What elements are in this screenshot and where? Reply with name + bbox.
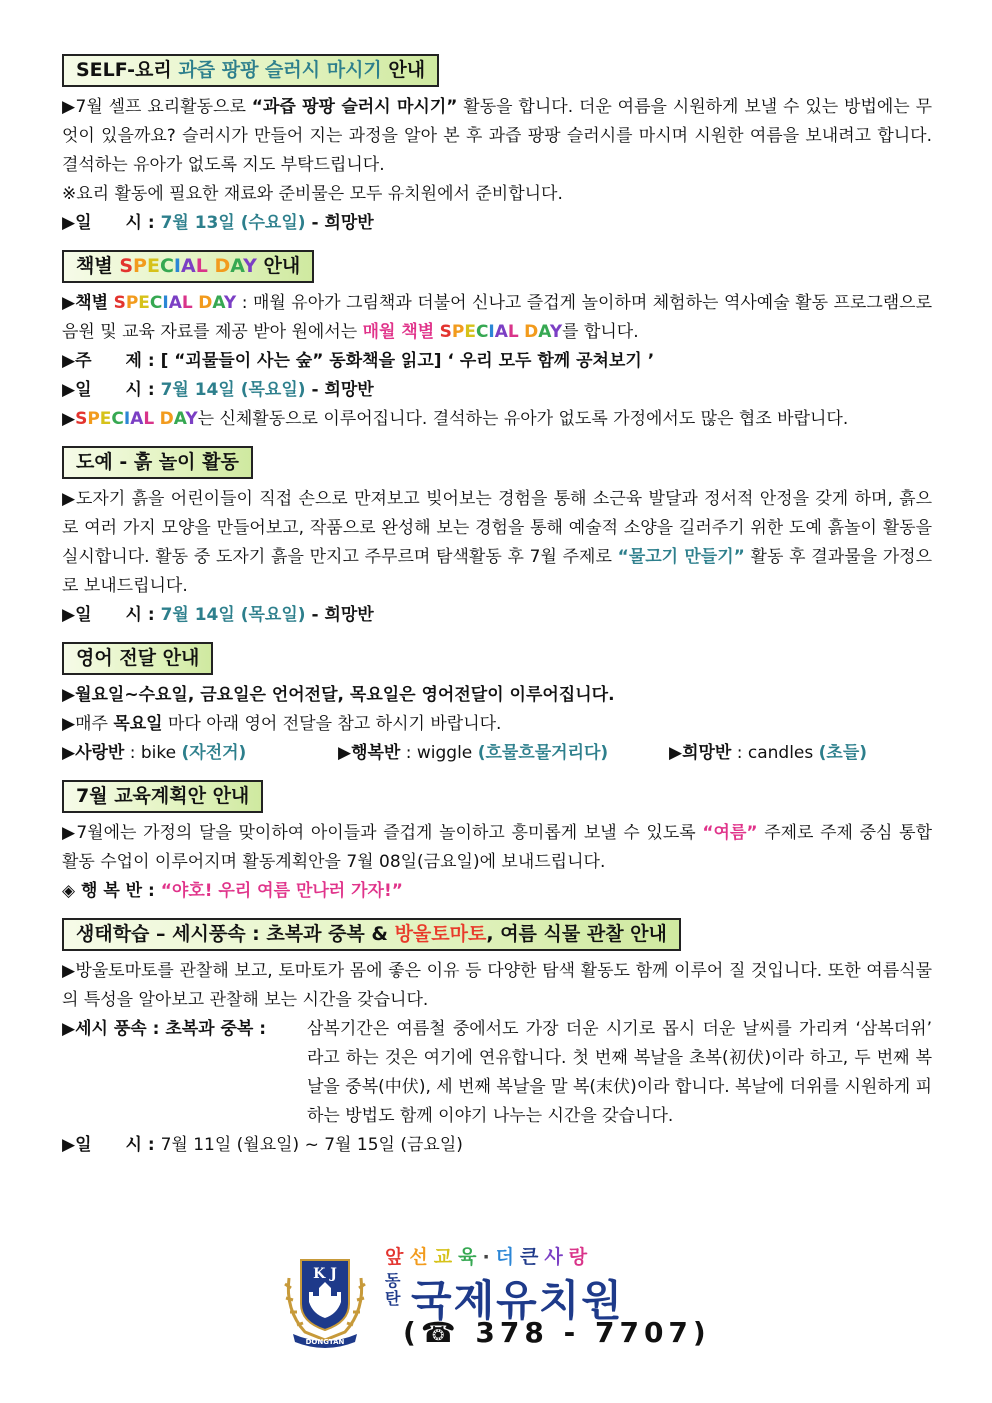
- letter: Y: [223, 293, 237, 313]
- section-title-education-plan: 7월 교육계획안 안내: [62, 780, 263, 813]
- date-value: 7월 14일 (목요일): [160, 380, 306, 400]
- class-word-haengbok: [338, 739, 669, 768]
- rainbow-special-day: [440, 322, 563, 342]
- date-value: 7월 11일 (월요일) ~ 7월 15일 (금요일): [160, 1135, 463, 1155]
- section-title-self-cooking: [62, 54, 439, 87]
- letter: I: [173, 255, 181, 277]
- title-part: , 여름 식물 관찰 안내: [486, 923, 667, 945]
- letter: C: [111, 409, 124, 429]
- class-name: - 희망반: [305, 380, 374, 400]
- letter: A: [168, 293, 182, 313]
- class-theme: “야호! 우리 여름 만나러 가자!”: [160, 881, 403, 901]
- self-cooking-note: ※요리 활동에 필요한 재료와 준비물은 모두 유치원에서 준비합니다.: [62, 184, 563, 204]
- text: 활동을 합니다. 더운 여름을 시원하게 보낼 수 있는 방법에는 무엇이 있을까요? 슬러시가 만들어 지는 과정을 알아 본 후 과즙 팡팡 슬러시를 마시며 시원한 여름을 보내려고 합니다. 결석하는 유아가 없도록 지도 부탁드립니다.: [62, 97, 932, 175]
- letter: A: [538, 322, 550, 342]
- english-word: : bike: [124, 743, 182, 763]
- self-cooking-description: [62, 93, 932, 180]
- pottery-description: [62, 485, 932, 601]
- motto-char: 큰: [520, 1246, 545, 1268]
- class-word-huimang: [669, 743, 867, 763]
- theme-highlight: “여름”: [702, 823, 758, 843]
- letter: A: [173, 409, 186, 429]
- text: ▶도자기 흙을 어린이들이 직접 손으로 만져보고 빚어보는 경험을 통해 소근육 발달과 정서적 안정을 갖게 하며, 흙으로 여러 가지 모양을 만들어보고, 작품으로 완성해 보는 경험을 통해 예술적 소양을 길러주기 위한 도예 흙놀이 활동을 실시합니다. 활동 중 도자기 흙을 만지고 주무르며 탐색활동 후 7월 주제로: [62, 489, 932, 567]
- book-special-day-description: ▶책별 SPECIAL DAY : 매월 유아가 그림책과 더불어 신나고 즐겁게 놀이하며 체험하는 역사예술 활동 프로그램으로 음원 및 교육 자료를 제공 받아 원에서는 매월 책별 SPECIAL DAY를 합니다.: [62, 293, 933, 342]
- title-part: 책별: [76, 255, 113, 277]
- korean-meaning: (초들): [818, 743, 868, 763]
- highlight: 매월 책별: [362, 322, 435, 342]
- text: ▶7월 셀프 요리활동으로: [62, 97, 252, 117]
- letter: E: [138, 293, 150, 313]
- letter: D: [198, 293, 213, 313]
- rainbow-special-day: [119, 255, 257, 277]
- motto-char: 선: [409, 1246, 434, 1268]
- title-highlight: 방울토마토: [394, 923, 487, 945]
- ecology-date: [62, 1131, 932, 1160]
- letter: C: [475, 322, 489, 342]
- title-highlight: 과즙 팡팡 슬러시 마시기: [178, 59, 382, 81]
- letter: I: [123, 409, 131, 429]
- english-word: : wiggle: [400, 743, 478, 763]
- motto-char: 육: [458, 1246, 483, 1268]
- activity-name: “과즙 팡팡 슬러시 마시기”: [251, 97, 458, 117]
- text: 책별: [75, 293, 109, 313]
- text: : 매월 유아가 그림책과 더불어 신나고 즐겁게 놀이하며 체험하는 역사예술 활동 프로그램으로 음원 및 교육 자료를 제공 받아 원에서는: [62, 293, 933, 342]
- class-name: - 희망반: [305, 213, 374, 233]
- class-label: ▶사랑반: [62, 743, 125, 763]
- letter: S: [439, 322, 452, 342]
- weekday: 목요일: [113, 714, 163, 734]
- title-part: 안내: [263, 255, 301, 277]
- letter: P: [451, 322, 465, 342]
- document-page: [62, 52, 932, 1160]
- letter: P: [133, 255, 147, 277]
- letter: Y: [243, 255, 257, 277]
- education-plan-description: [62, 819, 932, 877]
- theme-label: ▶주 제 :: [62, 351, 161, 371]
- motto-char: 사: [544, 1246, 569, 1268]
- kindergarten-logo-icon: [275, 1248, 375, 1348]
- letter: L: [143, 409, 155, 429]
- letter: C: [159, 255, 174, 277]
- class-label: ▶행복반: [338, 743, 401, 763]
- class-label: ◈ 행 복 반 :: [62, 881, 161, 901]
- logo-letters: K J: [313, 1266, 337, 1282]
- letter: E: [146, 255, 160, 277]
- letter: A: [130, 409, 144, 429]
- date-value: 7월 14일 (목요일): [160, 605, 306, 625]
- text: 를 합니다.: [562, 322, 639, 342]
- letter: L: [181, 293, 193, 313]
- english-words: [62, 739, 932, 768]
- letter: E: [99, 409, 112, 429]
- custom-text: 삼복기간은 여름철 중에서도 가장 더운 시기로 몹시 더운 날씨를 가리켜 ‘삼복더위’ 라고 하는 것은 여기에 연유합니다. 첫 번째 복날을 초복(初伏)이라 하고, 두 번째 복날을 중복(中伏), 세 번째 복날을 말 복(末伏)이라 합니다. 복날에 더위를 시원하게 피하는 방법도 함께 이야기 나누는 시간을 갖습니다.: [307, 1019, 932, 1126]
- section-title-ecology: [62, 918, 681, 951]
- section-title-english: 영어 전달 안내: [62, 642, 213, 675]
- date-value: 7월 13일 (수요일): [160, 213, 306, 233]
- date-label: ▶일 시 :: [62, 605, 161, 625]
- english-schedule: ▶월요일~수요일, 금요일은 언어전달, 목요일은 영어전달이 이루어집니다.: [62, 685, 615, 705]
- letter: S: [75, 409, 88, 429]
- letter: I: [488, 322, 495, 342]
- letter: P: [125, 293, 139, 313]
- english-word: : candles: [731, 743, 819, 763]
- text: 마다 아래 영어 전달을 참고 하시기 바랍니다.: [162, 714, 502, 734]
- location-char: 동: [385, 1271, 401, 1290]
- letter: A: [212, 293, 224, 313]
- letter: L: [507, 322, 519, 342]
- motto-char: ·: [482, 1246, 496, 1268]
- book-special-day-note: ▶SPECIAL DAY는 신체활동으로 이루어집니다. 결석하는 유아가 없도록 가정에서도 많은 협조 바랍니다.: [62, 409, 849, 429]
- letter: A: [230, 255, 244, 277]
- letter: L: [195, 255, 208, 277]
- motto-char: 더: [495, 1246, 521, 1268]
- seasonal-custom: [62, 1015, 932, 1131]
- letter: S: [113, 293, 126, 313]
- letter: Y: [185, 409, 198, 429]
- letter: D: [524, 322, 539, 342]
- date-label: ▶일 시 :: [62, 380, 161, 400]
- activity-name: “물고기 만들기”: [617, 547, 745, 567]
- ecology-description: ▶방울토마토를 관찰해 보고, 토마토가 몸에 좋은 이유 등 다양한 탐색 활동도 함께 이루어 질 것입니다. 또한 여름식물의 특성을 알아보고 관찰해 보는 시간을 갖습니다.: [62, 961, 932, 1010]
- motto-char: 교: [433, 1246, 459, 1268]
- letter: A: [494, 322, 508, 342]
- text: 활동 후 결과물을 가정으로 보내드립니다.: [62, 547, 932, 596]
- section-title-pottery: 도예 - 흙 놀이 활동: [62, 446, 253, 479]
- letter: E: [464, 322, 476, 342]
- kindergarten-title: 국제유치원: [411, 1276, 624, 1325]
- rainbow-special-day: [75, 409, 198, 429]
- rainbow-special-day: [114, 293, 237, 313]
- letter: C: [149, 293, 163, 313]
- title-part: 생태학습 – 세시풍속 : 초복과 중복 &: [76, 923, 395, 945]
- letter: D: [214, 255, 231, 277]
- date-label: ▶일 시 :: [62, 213, 161, 233]
- title-part: 안내: [388, 59, 426, 81]
- location-name: [385, 1272, 405, 1308]
- korean-meaning: (자전거): [181, 743, 247, 763]
- title-part: SELF-요리: [76, 59, 172, 81]
- pottery-date: [62, 601, 932, 630]
- letter: S: [119, 255, 134, 277]
- letter: Y: [549, 322, 563, 342]
- english-note: [62, 710, 932, 739]
- theme-value: [ “괴물들이 사는 숲” 동화책을 읽고] ‘ 우리 모두 함께 공쳐보기 ’: [160, 351, 655, 371]
- logo-ribbon: DONGTAN: [305, 1338, 345, 1346]
- letter: I: [162, 293, 169, 313]
- book-special-day-date: [62, 376, 932, 405]
- location-char: 탄: [385, 1289, 401, 1308]
- class-label: ▶희망반: [669, 743, 732, 763]
- kindergarten-motto: [385, 1242, 593, 1269]
- text: 주제로 주제 중심 통합 활동 수업이 이루어지며 활동계획안을 7월 08일(금요일)에 보내드립니다.: [62, 823, 932, 872]
- date-label: ▶일 시 :: [62, 1135, 161, 1155]
- kindergarten-footer: [275, 1238, 715, 1348]
- self-cooking-date: [62, 209, 932, 238]
- phone-number: (☎ 378 - 7707): [403, 1316, 711, 1349]
- text: ▶7월에는 가정의 달을 맞이하여 아이들과 즐겁게 놀이하고 흥미롭게 보낼 수 있도록: [62, 823, 703, 843]
- letter: P: [87, 409, 100, 429]
- class-name: - 희망반: [305, 605, 374, 625]
- motto-char: 앞: [385, 1246, 410, 1268]
- education-plan-class: [62, 877, 932, 906]
- text: 는 신체활동으로 이루어집니다. 결석하는 유아가 없도록 가정에서도 많은 협조 바랍니다.: [197, 409, 849, 429]
- class-word-sarang: [62, 739, 338, 768]
- letter: A: [180, 255, 196, 277]
- book-special-day-theme: [62, 347, 932, 376]
- custom-label: ▶세시 풍속 : 초복과 중복 :: [62, 1019, 267, 1039]
- letter: D: [159, 409, 174, 429]
- motto-char: 랑: [568, 1246, 594, 1268]
- section-title-book-special-day: [62, 250, 314, 283]
- text: ▶매주: [62, 714, 114, 734]
- korean-meaning: (흐물흐물거리다): [477, 743, 609, 763]
